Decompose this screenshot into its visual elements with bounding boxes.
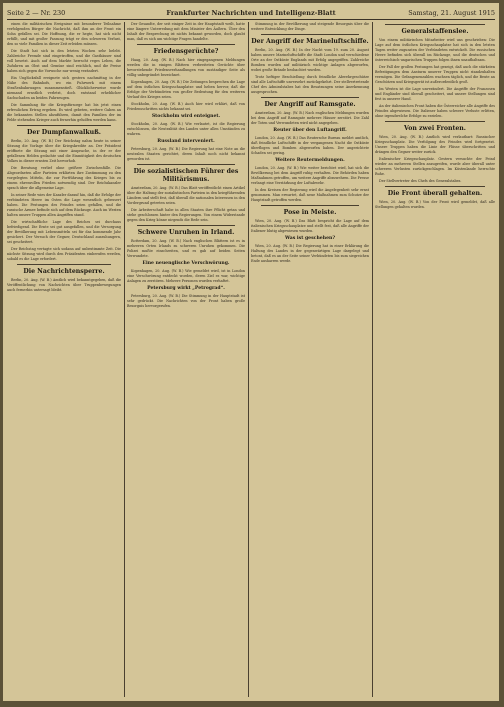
article-paragraph: Ein Unglücksfall ereignete sich gestern nachmittag in der Nähe des Bahnhofs, wo ein Fuhrwerk mit einem Straßenbahnwagen zusammenstieß. Glücklicherweise wurde niemand ernstlich verletzt, doch entstand erheblicher Sachschaden an beiden Fahrzeugen. <box>7 76 121 100</box>
article-subheadline: Petersburg wirkt „Petrograd“. <box>147 286 225 291</box>
section-rule <box>137 225 235 226</box>
article-headline: Der Angriff auf Ramsgate. <box>264 101 356 108</box>
article-paragraph: Wien, 20. Aug. (W. B.) Von der Front wird gemeldet, daß alle Stellungen gehalten wurden. <box>375 200 495 209</box>
article-paragraph: Berlin, 20. Aug. (W. B.) In der Nacht vom 19. zum 20. August haben unsere Marineluftschiffe die Stadt London und verschiedene Orte an der Ostküste Englands mit Erfolg angegriffen. Zahlreiche Bomben wurden auf militärisch wichtige Anlagen abgeworfen, wobei große Brände beobachtet wurden. <box>251 48 369 72</box>
article-headline: Generalstaffenslee. <box>401 28 469 35</box>
article-paragraph: Rotterdam, 20. Aug. (W. B.) Nach englischen Blättern ist es in mehreren Orten Irlands zu schweren Unruhen gekommen. Die Polizei mußte einschreiten, und es gab auf beiden Seiten Verwundete. <box>127 239 245 258</box>
article-paragraph: Stockholm, 20. Aug. (W. B.) Wie verlautet, ist die Regierung entschlossen, die Neutralität des Landes unter allen Umständen zu wahren. <box>127 122 245 136</box>
article-headline: Der Angriff der Marineluftschiffe. <box>251 38 369 45</box>
article-subheadline: Eine neuenglische Verschwörung. <box>142 261 230 266</box>
article-paragraph: Die Stadt hat sich in den letzten Wochen sehr belebt. Zahlreiche Fremde sind eingetroffen, und die Gasthäuser sind voll besetzt. Auch auf dem Markte herrscht reges Leben, die Zufuhren an Obst und Gemüse sind reichlich, und die Preise haben sich gegen die Vorwoche nur wenig verändert. <box>7 49 121 73</box>
section-rule <box>261 34 359 35</box>
article-headline: Schwere Unruhen in Irland. <box>137 229 235 236</box>
newspaper-page <box>3 3 499 701</box>
article-headline: Der Dumpfanwalkuß. <box>27 129 101 136</box>
article-paragraph: Der Reichstag vertagte sich sodann auf unbestimmte Zeit. Die nächste Sitzung wird durch den Präsidenten einberufen werden, sobald es die Lage erfordert. <box>7 247 121 261</box>
section-rule <box>137 164 235 165</box>
section-rule <box>137 44 235 45</box>
section-rule <box>17 125 111 126</box>
section-rule <box>261 97 359 98</box>
section-rule <box>385 24 485 25</box>
article-headline: Die Nachrichtensperre. <box>23 268 105 275</box>
article-paragraph: Wien, 20. Aug. (W. B.) Amtlich wird verlautbart: Russischer Kriegsschauplatz. Die Verfolgung des Feindes wird fortgesetzt. Unsere Truppen haben die Linie der Flüsse überschritten und drängen den Gegner weiter zurück. <box>375 135 495 154</box>
article-headline: Pose in Meiste. <box>283 209 337 216</box>
article-headline: Die Front überall gehalten. <box>387 190 483 197</box>
section-rule <box>17 264 111 265</box>
article-paragraph: Die Beratung verlief ohne größere Zwischenfälle. Die Abgeordneten aller Parteien erklärten ihre Zustimmung zu den vorgelegten Mitteln, die zur Fortführung des Krieges bis zu einem ehrenvollen Frieden notwendig sind. Der Reichskanzler sprach über die allgemeine Lage. <box>7 166 121 190</box>
article-paragraph: In den Kreisen der Regierung wird die Angelegenheit sehr ernst genommen. Man erwartet, daß neue Maßnahmen zum Schutze der Hauptstadt getroffen werden. <box>251 188 369 202</box>
article-paragraph: Berlin, 20. Aug. (W. B.) Amtlich wird bekanntgegeben, daß die Veröffentlichung von Nachrichten über Truppenbewegungen auch fernerhin untersagt bleibt. <box>7 278 121 292</box>
article-paragraph: Die wirtschaftliche Lage des Reiches sei durchaus befriedigend. Die Ernte sei gut ausgefallen, und die Versorgung der Bevölkerung mit Lebensmitteln sei für das kommende Jahr gesichert. Der Versuch der Gegner, Deutschland auszuhungern, sei gescheitert. <box>7 220 121 244</box>
article-subheadline: Was ist geschehen? <box>284 236 336 241</box>
section-rule <box>385 121 485 122</box>
article-paragraph: Die Arbeiterschaft habe in allen Staaten ihre Pflicht getan und stehe geschlossen hinter den Regierungen. Von einem Widerstande gegen den Krieg könne nirgends die Rede sein. <box>127 208 245 222</box>
article-paragraph: Kopenhagen, 20. Aug. (W. B.) Wie gemeldet wird, ist in London eine Verschwörung entdeckt worden, deren Ziel es war, wichtige Anlagen zu zerstören. Mehrere Personen wurden verhaftet. <box>127 269 245 283</box>
article-paragraph: Petersburg, 20. Aug. (W. B.) Die Regierung hat eine Note an die neutralen Staaten gerichtet, deren Inhalt noch nicht bekannt geworden ist. <box>127 147 245 161</box>
section-rule <box>385 186 485 187</box>
article-paragraph: In seiner Rede wies der Kanzler darauf hin, daß die Erfolge der verbündeten Heere im Osten die Lage wesentlich gebessert haben. Die Festungen des Feindes seien gefallen, und die russische Armee befinde sich auf dem Rückzuge. Auch im Westen halten unsere Truppen allen Angriffen stand. <box>7 193 121 217</box>
article-paragraph: Italienischer Kriegsschauplatz. Gestern versuchte der Feind wieder an mehreren Stellen anzugreifen, wurde aber überall unter schweren Verlusten zurückgeschlagen. Im Küstenlande herrschte Ruhe. <box>375 157 495 176</box>
article-paragraph: Wien, 20. Aug. (W. B.) Die Regierung hat in einer Erklärung die Haltung des Landes in der gegenwärtigen Lage dargelegt und betont, daß es an der Seite seiner Verbündeten bis zum siegreichen Ende ausharren werde. <box>251 244 369 263</box>
article-headline: Von zwei Fronten. <box>404 125 466 132</box>
article-subheadline: Reuter über den Luftangriff. <box>273 128 347 133</box>
article-paragraph: Stockholm, 20. Aug. (W. B.) Auch hier wird erklärt, daß von Friedensschritten nichts bekannt sei. <box>127 102 245 111</box>
article-paragraph: Wien, 20. Aug. (W. B.) Das Blatt bespricht die Lage auf dem italienischen Kriegsschauplatze und stellt fest, daß alle Angriffe der Italiener blutig abgewiesen wurden. <box>251 219 369 233</box>
article-paragraph: Der Gesandte, der seit einiger Zeit in der Hauptstadt weilt, hatte eine längere Unterredung mit dem Minister des Äußern. Über den Inhalt der Besprechung ist nichts bekannt geworden, doch glaubt man, daß es sich um wichtige Fragen handelte. <box>127 22 245 41</box>
article-paragraph: Berlin, 20. Aug. (W. B.) Der Reichstag nahm heute in seiner Sitzung die Vorlage über die Kriegskredite an. Der Präsident eröffnete die Sitzung mit einer Ansprache, in der er der gefallenen Helden gedachte und die Einmütigkeit des deutschen Volkes in dieser ernsten Zeit hervorhob. <box>7 139 121 163</box>
article-paragraph: Der Fall der großen Festungen hat gezeigt, daß auch die stärksten Befestigungen dem Ansturm unserer Truppen nicht standzuhalten vermögen. Die Gefangenenzahlen wachsen täglich, und die Beute an Geschützen und Kriegsgerät ist außerordentlich groß. <box>375 65 495 84</box>
issue-date: Samstag, 21. August 1915 <box>408 9 495 17</box>
article-headline: Friedensgerüchte? <box>153 48 219 55</box>
article-paragraph: Die Sammlung für die Kriegsfürsorge hat bis jetzt einen erfreulichen Ertrag ergeben. Es wird gebeten, weitere Gaben an die bekannten Stellen abzuführen, damit den Familien der im Felde stehenden Krieger auch fernerhin geholfen werden kann. <box>7 103 121 122</box>
article-headline: Die sozialistischen Führer des Militärismus. <box>133 168 239 183</box>
article-paragraph: Kopenhagen, 20. Aug. (W. B.) Die Zeitungen besprechen die Lage auf dem östlichen Kriegsschauplatze und heben hervor, daß die Erfolge der Verbündeten von großer Bedeutung für den weiteren Verlauf des Krieges seien. <box>127 80 245 99</box>
column-rule <box>372 22 373 697</box>
masthead: Frankfurter Nachrichten und Intelligenz-Blatt <box>166 9 336 17</box>
article-paragraph: Trotz heftiger Beschießung durch feindliche Abwehrgeschütze sind alle Luftschiffe unversehrt zurückgekehrt. Der stellvertretende Chef des Admiralstabes hat den Besatzungen seine Anerkennung ausgesprochen. <box>251 75 369 94</box>
article-paragraph: Der Stellvertreter des Chefs des Generalstabes. <box>379 179 462 183</box>
column-3 <box>251 22 369 697</box>
article-subheadline: Stockholm wird enteignet. <box>151 114 221 119</box>
article-paragraph: London, 20. Aug. (W. B.) Das Reutersche Bureau meldet amtlich, daß feindliche Luftschiffe in der vergangenen Nacht die Ostküste überflogen und Bomben abgeworfen haben. Der angerichtete Schaden sei gering. <box>251 136 369 155</box>
article-paragraph: einen die militärischen Ereignisse mit besonderer Teilnahme verfolgenden Bürger die Nachricht, daß ihm an der Front ein Sohn gefallen sei. Die Hoffnung, die er hegte, hat sich nicht erfüllt, und mit großer Fassung trägt er den schweren Verlust, den so viele Familien in dieser Zeit erleiden müssen. <box>7 22 121 46</box>
page-header <box>7 7 495 20</box>
column-1 <box>7 22 121 697</box>
article-paragraph: Im Westen ist die Lage unverändert. Die Angriffe der Franzosen und Engländer sind überall gescheitert, und unsere Stellungen sind fest in unserer Hand. <box>375 87 495 101</box>
article-paragraph: Von einem militärischen Mitarbeiter wird uns geschrieben: Die Lage auf dem östlichen Kriegsschauplatze hat sich in den letzten Tagen weiter zugunsten der Verbündeten entwickelt. Die russischen Heere befinden sich überall im Rückzuge, und die deutschen und österreichisch-ungarischen Truppen folgen ihnen unaufhaltsam. <box>375 38 495 62</box>
article-paragraph: Amsterdam, 20. Aug. (W. B.) Nach englischen Meldungen wurden bei dem Angriff auf Ramsgate mehrere Häuser zerstört. Die Zahl der Toten und Verwundeten wird nicht angegeben. <box>251 111 369 125</box>
article-paragraph: Amsterdam, 20. Aug. (W. B.) Das Blatt veröffentlicht einen Artikel über die Haltung der sozialistischen Parteien in den kriegführenden Ländern und stellt fest, daß überall die nationalen Interessen in den Vordergrund getreten seien. <box>127 186 245 205</box>
article-paragraph: Haag, 20. Aug. (W. B.) Nach hier eingegangenen Meldungen werden die in einigen Blättern verbreiteten Gerüchte über bevorstehende Friedensverhandlungen von zuständiger Seite als völlig unbegründet bezeichnet. <box>127 58 245 77</box>
article-paragraph: An der italienischen Front haben die Österreicher alle Angriffe des Feindes abgewiesen. Die Italiener haben schwere Verluste erlitten, ohne irgendwelche Erfolge zu erzielen. <box>375 104 495 118</box>
article-subheadline: Weitere Reutermeldungen. <box>275 158 345 163</box>
page-number: Seite 2 — Nr. 230 <box>7 9 66 17</box>
section-rule <box>261 205 359 206</box>
column-rule <box>124 22 125 697</box>
article-paragraph: Petersburg, 20. Aug. (W. B.) Die Stimmung in der Hauptstadt ist sehr gedrückt. Die Nachrichten von der Front haben große Besorgnis hervorgerufen. <box>127 294 245 308</box>
article-subheadline: Russland interveniert. <box>157 139 215 144</box>
column-4 <box>375 22 495 697</box>
article-paragraph: London, 20. Aug. (W. B.) Wie weiter berichtet wird, hat sich die Bevölkerung bei dem Angriff ruhig verhalten. Die Behörden haben Maßnahmen getroffen, um weitere Angriffe abzuwehren. Die Presse verlangt eine Verstärkung der Luftabwehr. <box>251 166 369 185</box>
column-rule <box>248 22 249 697</box>
column-2 <box>127 22 245 697</box>
article-paragraph: Stimmung in der Bevölkerung und steigende Besorgnis über die weitere Entwicklung der Dinge. <box>251 22 369 31</box>
